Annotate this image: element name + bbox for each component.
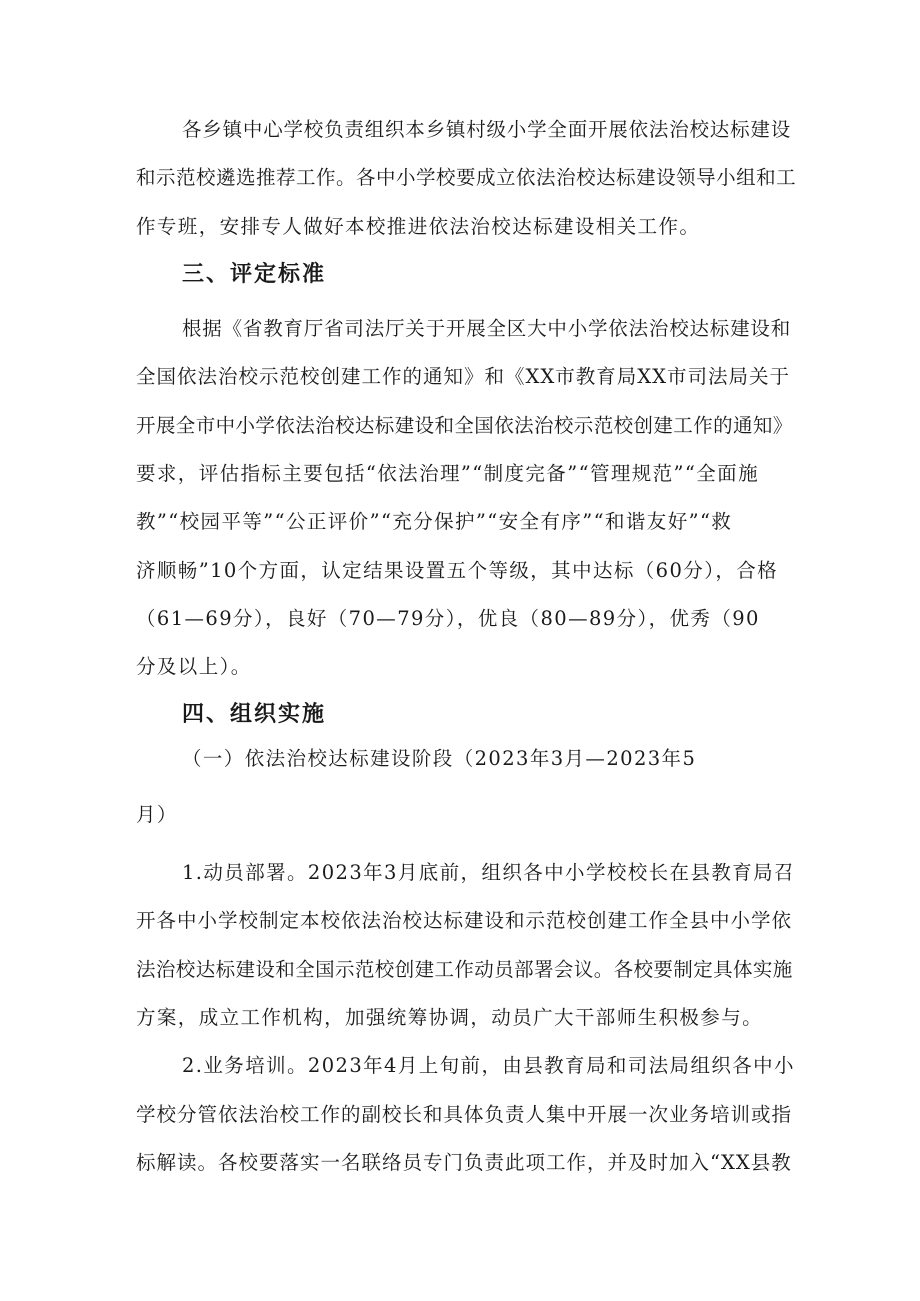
item1-line-4: 方案，成立工作机构，加强统筹协调，动员广大干部师生积极参与。 xyxy=(136,1006,764,1029)
criteria-line-8: 分及以上）。 xyxy=(136,655,252,678)
intro-line-1: 各乡镇中心学校负责组织本乡镇村级小学全面开展依法治校达标建设 xyxy=(182,118,792,141)
item1-line-2: 开各中小学校制定本校依法治校达标建设和示范校创建工作全县中小学依 xyxy=(136,909,793,932)
section-heading-criteria: 三、评定标准 xyxy=(182,262,327,287)
item1-line-3: 法治校达标建设和全国示范校创建工作动员部署会议。各校要制定具体实施 xyxy=(136,958,793,981)
intro-line-3: 作专班，安排专人做好本校推进依法治校达标建设相关工作。 xyxy=(136,215,701,238)
criteria-line-1: 根据《省教育厅省司法厅关于开展全区大中小学依法治校达标建设和 xyxy=(182,317,792,340)
stage1-line-2: 月） xyxy=(136,803,178,826)
criteria-line-3: 开展全市中小学依法治校达标建设和全国依法治校示范校创建工作的通知》 xyxy=(136,414,793,437)
item2-line-1: 2.业务培训。2023年4月上旬前，由县教育局和司法局组织各中小 xyxy=(182,1054,795,1077)
item2-line-2: 学校分管依法治校工作的副校长和具体负责人集中开展一次业务培训或指 xyxy=(136,1103,793,1126)
criteria-line-4: 要求，评估指标主要包括“依法治理”“制度完备”“管理规范”“全面施 xyxy=(136,462,759,485)
criteria-line-5: 教”“校园平等”“公正评价”“充分保护”“安全有序”“和谐友好”“救 xyxy=(136,510,733,533)
criteria-line-7: （61—69分），良好（70—79分），优良（80—89分），优秀（90 xyxy=(136,607,760,630)
criteria-line-6: 济顺畅”10个方面，认定结果设置五个等级，其中达标（60分），合格 xyxy=(136,559,779,582)
stage1-line-1: （一）依法治校达标建设阶段（2023年3月—2023年5 xyxy=(182,747,697,770)
item1-line-1: 1.动员部署。2023年3月底前，组织各中小学校校长在县教育局召 xyxy=(182,861,795,884)
criteria-line-2: 全国依法治校示范校创建工作的通知》和《XX市教育局XX市司法局关于 xyxy=(136,365,791,388)
item2-line-3: 标解读。各校要落实一名联络员专门负责此项工作，并及时加入“XX县教 xyxy=(136,1151,792,1174)
intro-line-2: 和示范校遴选推荐工作。各中小学校要成立依法治校达标建设领导小组和工 xyxy=(136,166,796,189)
section-heading-implementation: 四、组织实施 xyxy=(182,702,327,727)
